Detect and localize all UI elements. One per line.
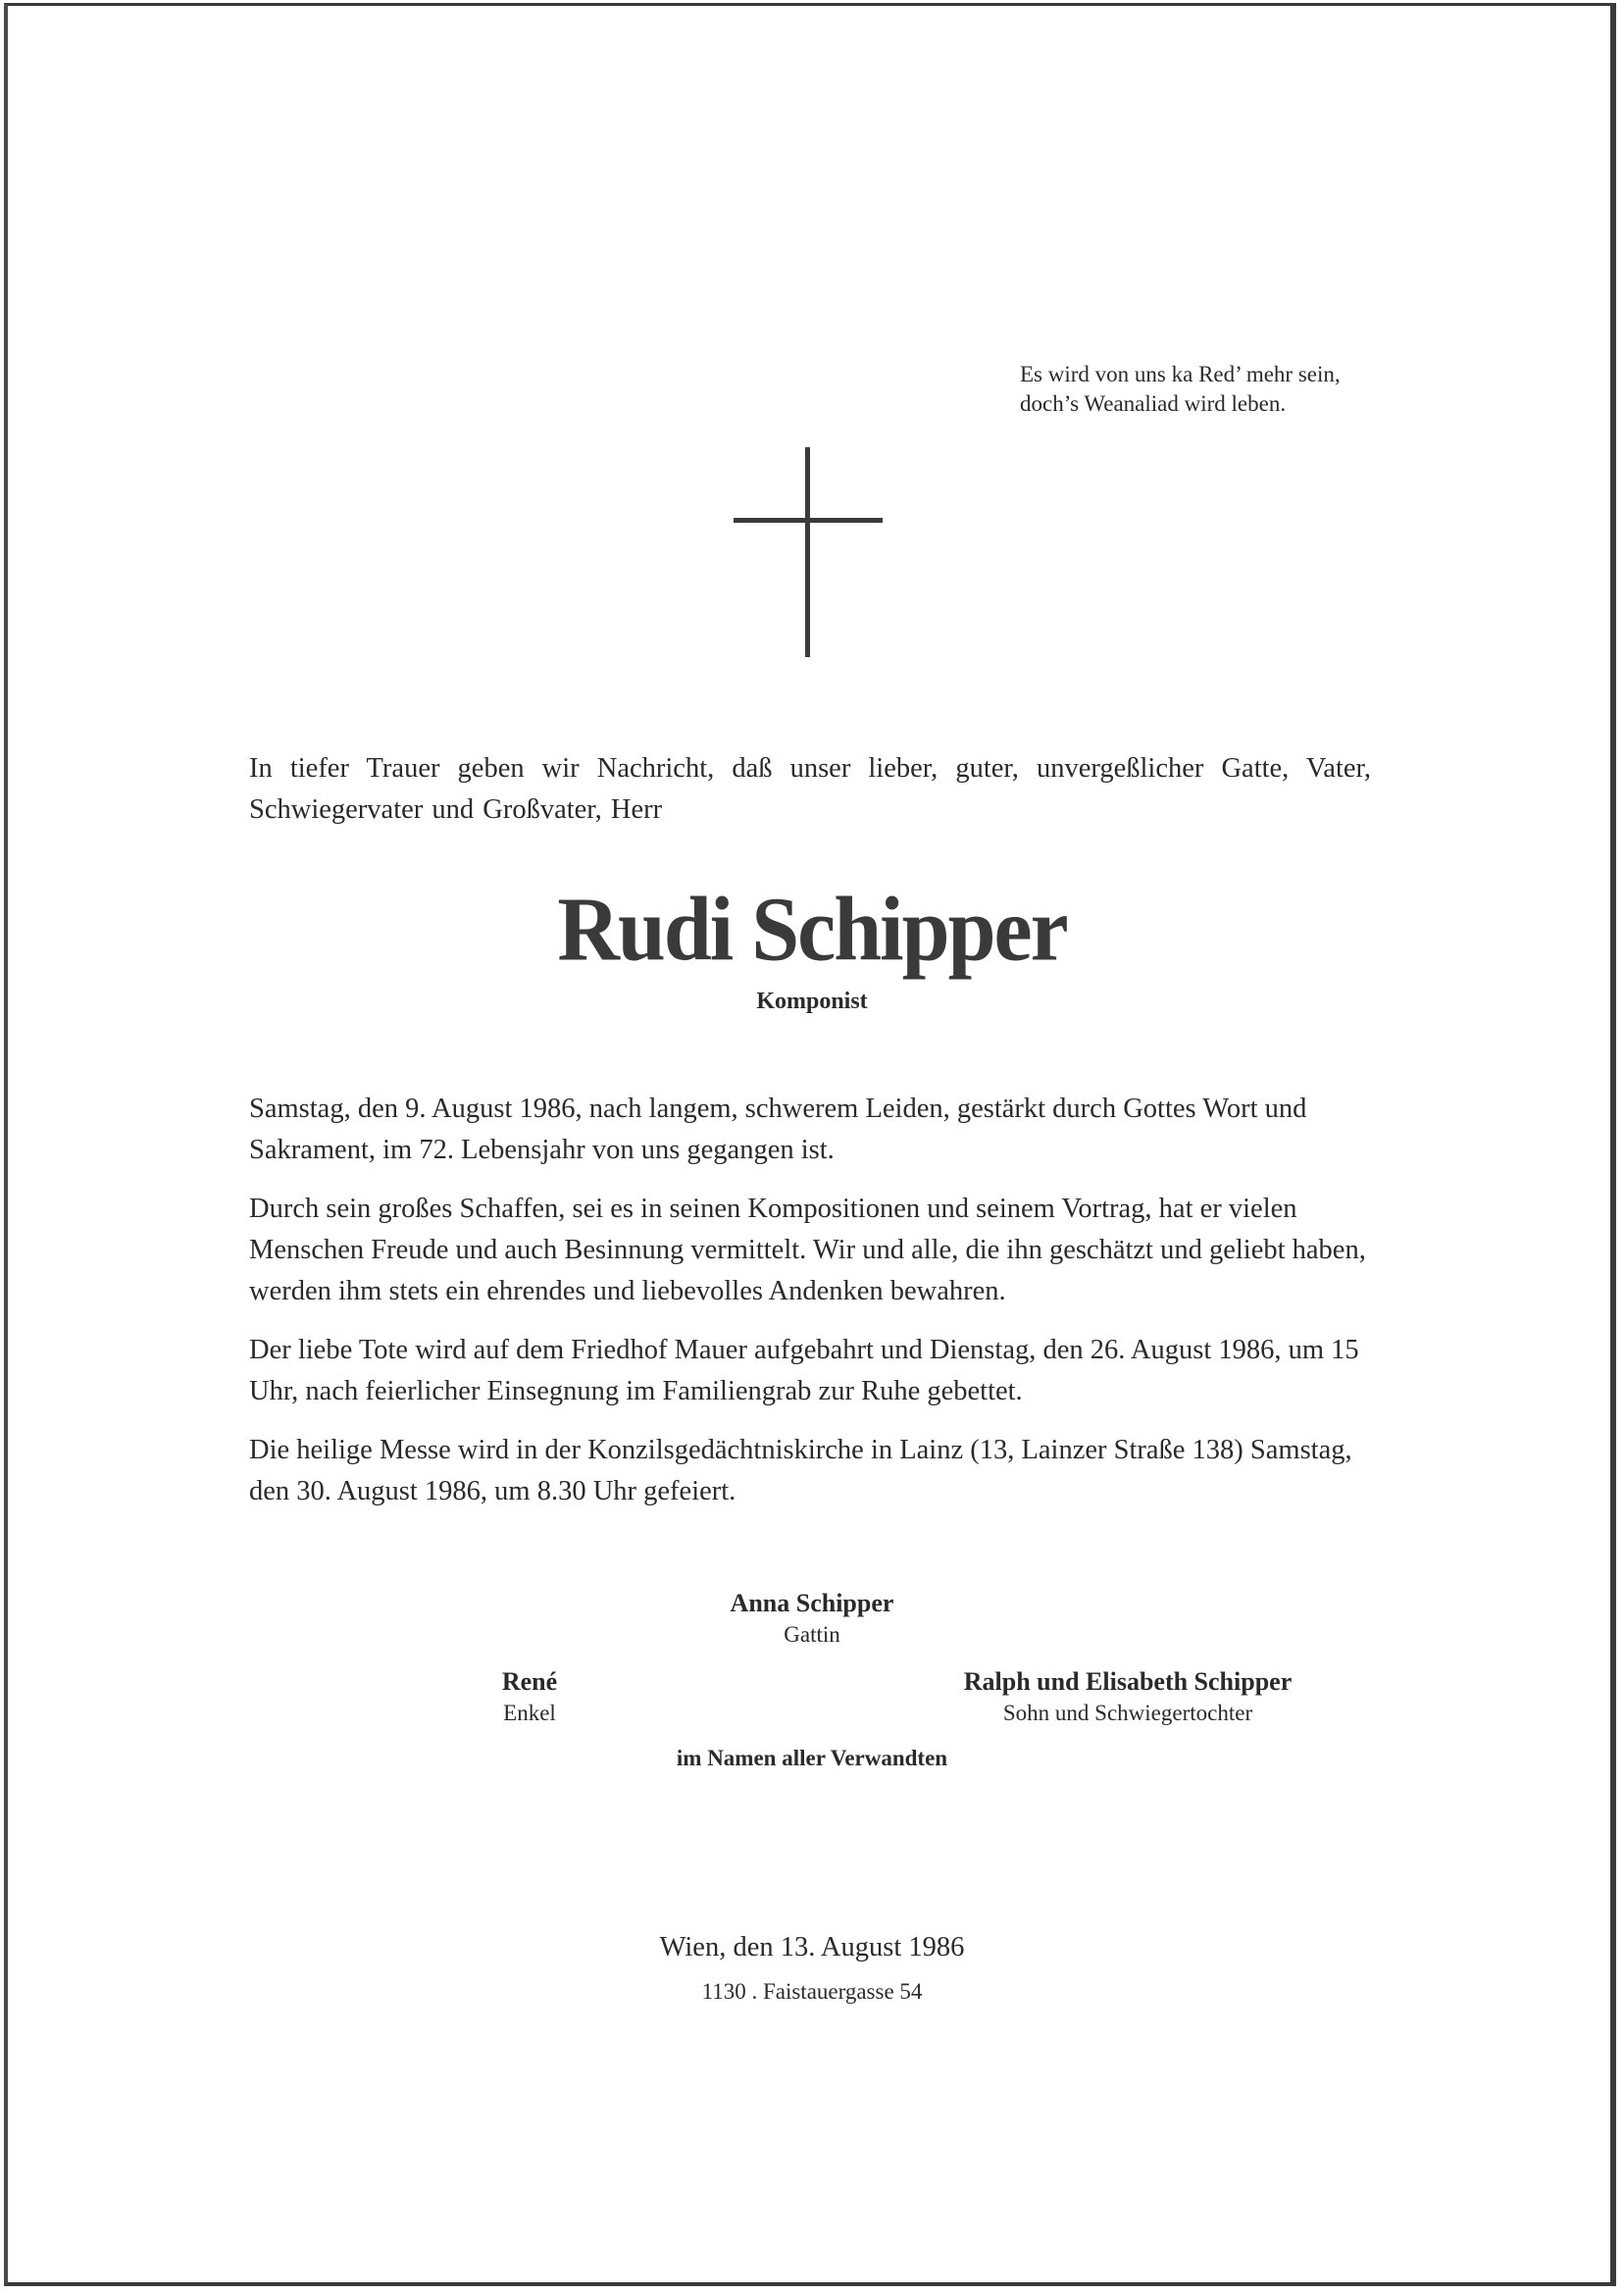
deceased-occupation: Komponist: [756, 989, 868, 1014]
place-date: Wien, den 13. August 1986: [659, 1932, 965, 1962]
motto-quote: [1020, 360, 1341, 419]
paragraph-death: Samstag, den 9. August 1986, nach langem, schwerem Leiden, gestärkt durch Gottes Wort und Sakrament, im 72. Lebensjahr von uns gegangen ist.: [249, 1094, 1307, 1165]
mourner-role: Sohn und Schwiegertochter: [1002, 1701, 1253, 1725]
mourner-children: [863, 1665, 1393, 1728]
mourner-name: René: [501, 1667, 558, 1696]
announcement-body: [249, 1089, 1371, 1530]
paragraph-mass: Die heilige Messe wird in der Konzilsgedächtniskirche in Lainz (13, Lainzer Straße 138) Samstag, den 30. August 1986, um 8.30 Uhr gefeiert.: [249, 1435, 1352, 1506]
mourner-grandchild: [431, 1665, 628, 1728]
mourner-name: Ralph und Elisabeth Schipper: [963, 1667, 1293, 1696]
intro-text: In tiefer Trauer geben wir Nachricht, daß unser lieber, guter, unvergeßlicher Gatte, Vater, Schwiegervater und Großvater, Herr: [249, 753, 1371, 825]
cross-icon: [734, 447, 883, 657]
mourner-spouse: [0, 1587, 1624, 1650]
paragraph-legacy: Durch sein großes Schaffen, sei es in seinen Kompositionen und seinem Vortrag, hat er vielen Menschen Freude und auch Besinnung vermittelt. Wir und alle, die ihn geschätzt und geliebt haben, werden ihm stets ein ehrendes und liebevolles Andenken bewahren.: [249, 1194, 1366, 1306]
motto-line-1: Es wird von uns ka Red’ mehr sein,: [1020, 362, 1341, 386]
on-behalf-note: im Namen aller Verwandten: [676, 1746, 948, 1770]
cross-horizontal-bar: [734, 518, 883, 523]
deceased-name: Rudi Schipper: [557, 880, 1067, 981]
motto-line-2: doch’s Weanaliad wird leben.: [1020, 391, 1287, 416]
mourner-role: Gattin: [784, 1622, 840, 1647]
mourner-role: Enkel: [503, 1701, 556, 1725]
cross-vertical-bar: [805, 447, 810, 657]
mourner-name: Anna Schipper: [730, 1589, 894, 1617]
address: 1130 . Faistauergasse 54: [701, 1979, 923, 2004]
paragraph-burial: Der liebe Tote wird auf dem Friedhof Mauer aufgebahrt und Dienstag, den 26. August 1986, um 15 Uhr, nach feierlicher Einsegnung im Familiengrab zur Ruhe gebettet.: [249, 1335, 1359, 1406]
